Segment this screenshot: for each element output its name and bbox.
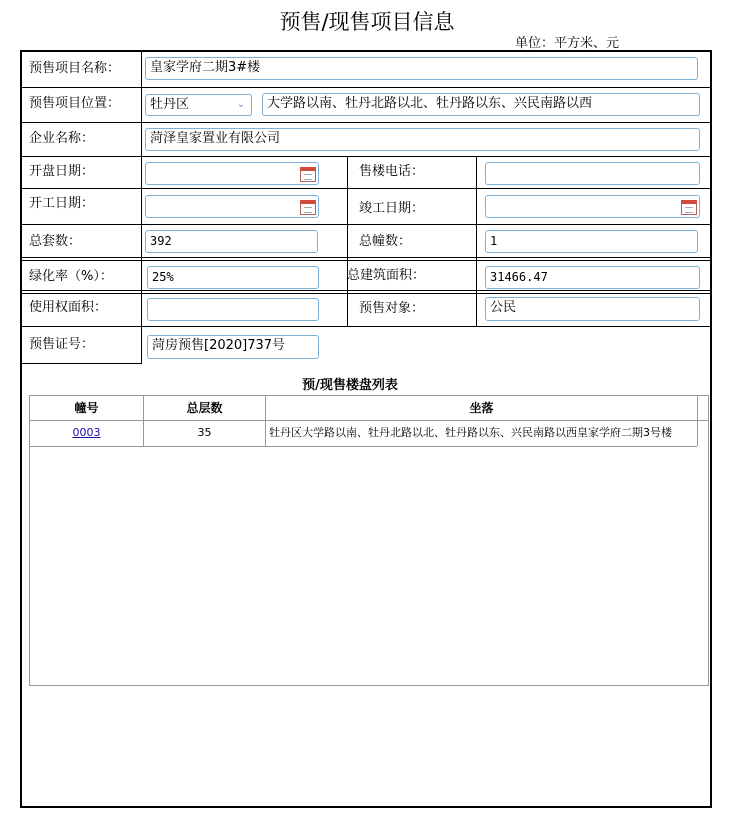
- district-select-value: 牡丹区: [150, 97, 190, 112]
- presale-cert-input[interactable]: 菏房预售[2020]737号: [147, 335, 319, 359]
- company-name-label: 企业名称：: [29, 131, 95, 146]
- row-divider: [22, 188, 710, 189]
- company-name-input[interactable]: 菏泽皇家置业有限公司: [145, 128, 700, 151]
- project-location-label: 预售项目位置：: [29, 96, 121, 111]
- floors-cell: 35: [197, 426, 212, 439]
- column-header-address: 坐落: [469, 401, 494, 415]
- sale-target-label: 预售对象：: [359, 301, 425, 316]
- land-use-area-input[interactable]: [147, 298, 319, 321]
- total-buildings-input[interactable]: 1: [485, 230, 698, 253]
- calendar-icon[interactable]: [681, 200, 697, 215]
- row-divider: [22, 122, 710, 123]
- row-divider: [22, 363, 142, 364]
- row-divider: [22, 290, 710, 291]
- sale-target-input[interactable]: 公民: [485, 297, 700, 321]
- row-divider: [22, 260, 710, 261]
- project-name-input[interactable]: 皇家学府二期3#楼: [145, 57, 698, 80]
- table-row[interactable]: [30, 421, 143, 445]
- column-header-floors: 总层数: [186, 401, 223, 415]
- completion-date-input[interactable]: [485, 195, 700, 218]
- start-date-label: 开工日期：: [29, 196, 95, 211]
- list-title: 预/现售楼盘列表: [302, 378, 398, 393]
- col-divider: [347, 156, 348, 326]
- total-units-label: 总套数：: [29, 234, 82, 249]
- row-divider: [22, 326, 710, 327]
- location-input[interactable]: 大学路以南、牡丹北路以北、牡丹路以东、兴民南路以西: [262, 93, 700, 116]
- building-no-link[interactable]: 0003: [72, 426, 101, 439]
- sales-phone-label: 售楼电话：: [359, 164, 425, 179]
- calendar-icon[interactable]: [300, 167, 316, 182]
- address-cell: 牡丹区大学路以南、牡丹北路以北、牡丹路以东、兴民南路以西皇家学府二期3号楼: [269, 426, 672, 439]
- row-divider: [22, 224, 710, 225]
- col-divider: [697, 396, 698, 446]
- row-divider: [22, 87, 710, 88]
- row-divider: [22, 293, 710, 294]
- page-title: 预售/现售项目信息: [279, 10, 455, 34]
- column-header-building-no: 幢号: [74, 401, 99, 415]
- project-name-label: 预售项目名称：: [29, 61, 121, 76]
- green-rate-label: 绿化率（%）：: [29, 269, 113, 284]
- district-select[interactable]: [145, 94, 252, 116]
- row-divider: [22, 156, 710, 157]
- presale-cert-label: 预售证号：: [29, 337, 95, 352]
- open-date-label: 开盘日期：: [29, 164, 95, 179]
- total-units-input[interactable]: 392: [145, 230, 318, 253]
- row-divider: [30, 446, 697, 447]
- completion-date-label: 竣工日期：: [359, 201, 425, 216]
- unit-note: 单位：平方米、元: [515, 36, 620, 51]
- sales-phone-input[interactable]: [485, 162, 700, 185]
- open-date-input[interactable]: [145, 162, 319, 185]
- row-divider: [22, 257, 710, 258]
- col-divider: [141, 52, 142, 364]
- total-area-input[interactable]: 31466.47: [485, 266, 700, 289]
- total-area-label: 总建筑面积：: [347, 268, 426, 283]
- calendar-icon[interactable]: [300, 200, 316, 215]
- col-divider: [476, 156, 477, 326]
- start-date-input[interactable]: [145, 195, 319, 218]
- land-use-area-label: 使用权面积：: [29, 300, 108, 315]
- chevron-down-icon: ⌄: [236, 99, 246, 110]
- green-rate-input[interactable]: 25%: [147, 266, 319, 289]
- total-buildings-label: 总幢数：: [359, 234, 412, 249]
